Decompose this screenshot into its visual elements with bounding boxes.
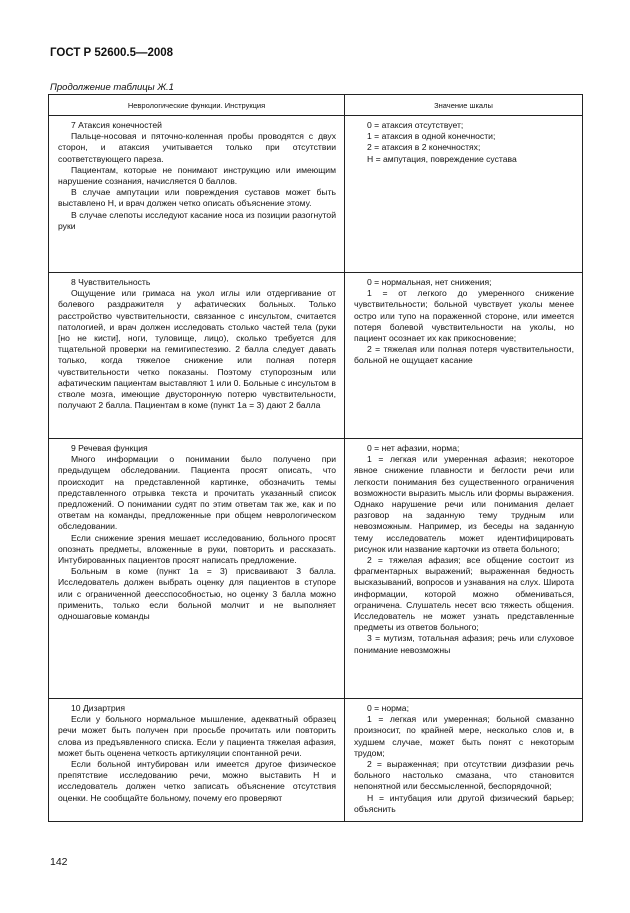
scale-value: 1 = легкая или умеренная афазия; некоторое явное снижение плавности и беглости речи или легкости понимания без существенного ограничения возможности выразить мысль или формы выражения. Однако нарушение речи или понимания делает разговор на заданную тему трудным или невозможным. Например, из беседы на заданную тему исследователь может идентифицировать рисунок или название карточки из ответа больного; bbox=[354, 454, 574, 554]
scale-value: 3 = мутизм, тотальная афазия; речь или слуховое понимание невозможны bbox=[354, 633, 574, 655]
scale-value: 1 = от легкого до умеренного снижение чувствительности; больной чувствует уколы менее остро или тупо на пораженной стороне, или имеется потеря болевой чувствительности на уколы, но пациент осознает их как прикосновение; bbox=[354, 288, 574, 344]
scale-value: Н = интубация или другой физический барьер; объяснить bbox=[354, 792, 574, 814]
instruction-paragraph: Пациентам, которые не понимают инструкцию или имеющим нарушение сознания, начисляется 0 баллов. bbox=[58, 164, 336, 187]
table-header-row bbox=[49, 95, 583, 116]
scale-value: 0 = нет афазии, норма; bbox=[367, 443, 460, 453]
table-row-sensory bbox=[49, 273, 583, 439]
scale-value: 2 = тяжелая афазия; все общение состоит из фрагментарных выражений; выраженная бедность высказываний, вопросов и узнавания на слух. Широта информации, которой можно обмениваться, ограничена. Слушатель несет всю тяжесть общения. Исследователь не может узнать представленные предметы из ответов больного; bbox=[354, 555, 574, 633]
table-row-dysarthria bbox=[49, 699, 583, 822]
page-number: 142 bbox=[50, 856, 68, 868]
instruction-paragraph: Если у больного нормальное мышление, адекватный образец речи может быть получен при просьбе прочитать или повторить слова из предъявленного списка. Если у пациента тяжелая афазия, может быть оценена четкость артикуляции спонтанной речи. bbox=[58, 714, 336, 758]
instruction-cell bbox=[49, 439, 345, 699]
instruction-cell bbox=[49, 699, 345, 822]
scale-value: 1 = атаксия в одной конечности; bbox=[367, 131, 496, 142]
scale-value: 2 = выраженная; при отсутствии дизфазии речь больного настолько смазана, что становится непонятной или бессмысленной, беспорядочной; bbox=[354, 759, 574, 792]
item-title: 10 Дизартрия bbox=[71, 703, 126, 713]
table-continuation-caption: Продолжение таблицы Ж.1 bbox=[50, 82, 174, 93]
nihss-table bbox=[48, 94, 583, 822]
instruction-paragraph: Много информации о понимании было получено при предыдущем обследовании. Пациента просят описать, что происходит на представленной картинке, обозначить темы представленного отрывка текста и прочитать указанный список предложений. О понимании судят по этим ответам так же, как и по ответам на команды, предложенные при общем неврологическом обследовании. bbox=[58, 454, 336, 532]
item-title: 9 Речевая функция bbox=[71, 443, 148, 453]
instruction-paragraph: Больным в коме (пункт 1а = 3) присваивают 3 балла. Исследователь должен выбрать оценку для пациентов в ступоре или с ограниченной деесспособностью, но оценку 3 балла можно применить, только если больной молчит и не выполняет одношаговые команды bbox=[58, 566, 336, 622]
scale-value: 2 = тяжелая или полная потеря чувствительности, больной не ощущает касание bbox=[354, 344, 574, 366]
scale-value: 0 = норма; bbox=[367, 703, 409, 713]
instruction-cell bbox=[49, 273, 345, 439]
instruction-paragraph: Пальце-носовая и пяточно-коленная пробы проводятся с двух сторон, и атаксия учитывается только при отсутствии соответствующего пареза. bbox=[58, 131, 336, 164]
scale-value: 0 = нормальная, нет снижения; bbox=[367, 277, 492, 287]
instruction-cell bbox=[49, 116, 345, 273]
item-title: 7 Атаксия конечностей bbox=[71, 120, 162, 130]
item-title: 8 Чувствительность bbox=[71, 277, 151, 287]
instruction-paragraph: Если больной интубирован или имеется другое физическое препятствие исследованию речи, можно выставить Н и исследователь должен четко записать объяснение отсутствия оценки. Не сообщайте больному, почему его проверяют bbox=[58, 759, 336, 803]
instruction-paragraph: Если снижение зрения мешает исследованию, больного просят опознать предметы, вложенные в руки, повторить и рассказать. Интубированных пациентов просят написать предложение. bbox=[58, 532, 336, 566]
column-header-scale-values: Значение шкалы bbox=[345, 95, 583, 116]
scale-value: Н = ампутация, повреждение сустава bbox=[367, 153, 517, 164]
scale-cell bbox=[345, 699, 583, 822]
instruction-paragraph: Ощущение или гримаса на укол иглы или отдергивание от болевого раздражителя у афатических больных. Только расстройство чувствительности, связанное с инсультом, считается патологией, и врач должен исследовать столько частей тела (руки [но не кисти], ноги, туловище, лицо), сколько требуется для тщательной проверки на гемигипестезию. 2 балла следует давать только, когда тяжелое снижение или полная потеря чувствительности четко показаны. Поэтому ступорозным или афатическим пациентам выставляют 1 или 0. Больные с инсультом в стволе мозга, имеющие двусторонную потерю чувствительности, получают 2 балла. Пациентам в коме (пункт 1а = 3) дают 2 балла bbox=[58, 288, 336, 411]
scale-cell bbox=[345, 116, 583, 273]
scale-cell bbox=[345, 273, 583, 439]
standard-header: ГОСТ Р 52600.5—2008 bbox=[50, 47, 174, 59]
scale-cell bbox=[345, 439, 583, 699]
instruction-paragraph: В случае ампутации или повреждения суставов может быть выставлено Н, и врач должен четко описать объяснение этому. bbox=[58, 187, 336, 209]
table-row-ataxia bbox=[49, 116, 583, 273]
scale-value: 1 = легкая или умеренная; больной смазанно произносит, по крайней мере, несколько слов и, в худшем случае, может быть понят с некоторым трудом; bbox=[354, 714, 574, 758]
scale-value: 0 = атаксия отсутствует; bbox=[367, 120, 464, 130]
scale-value: 2 = атаксия в 2 конечностях; bbox=[367, 142, 481, 153]
instruction-paragraph: В случае слепоты исследуют касание носа из позиции разогнутой руки bbox=[58, 209, 336, 231]
table-row-language bbox=[49, 439, 583, 699]
column-header-instructions: Неврологические функции. Инструкция bbox=[49, 95, 345, 116]
